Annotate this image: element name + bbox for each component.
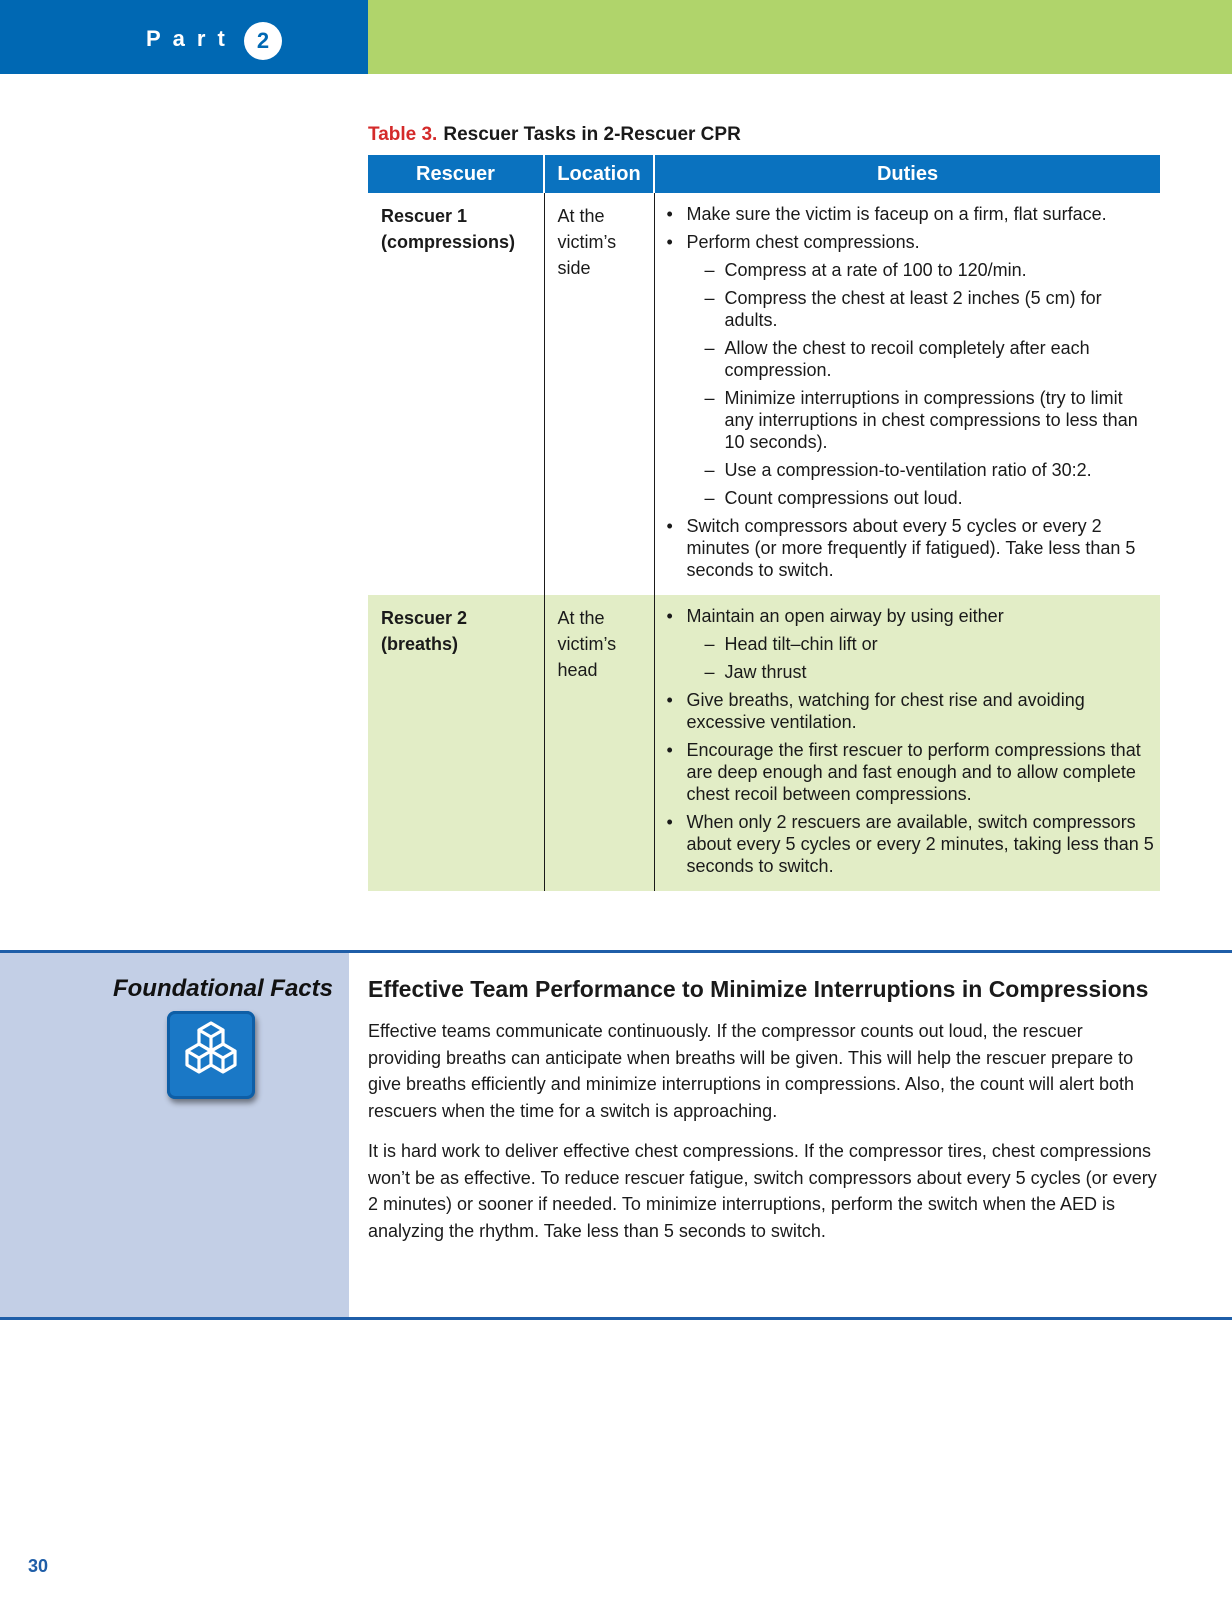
panel-bottom-rule <box>0 1317 1232 1320</box>
page-number: 30 <box>28 1556 49 1576</box>
duty-text: When only 2 rescuers are available, switch compressors about every 5 cycles or every 2 minutes, taking less than 5 seconds to switch. <box>686 812 1154 876</box>
rescuer-name: Rescuer 1 <box>381 206 468 226</box>
duty-text: Make sure the victim is faceup on a firm, flat surface. <box>686 204 1107 224</box>
section-paragraph: It is hard work to deliver effective chest compressions. If the compressor tires, chest compressions won’t be as effective. To reduce rescuer fatigue, switch compressors about every 5 cycles (or every 2 minutes) or sooner if needed. To minimize interruptions, perform the switch when the AED is analyzing the rhythm. Take less than 5 seconds to switch. <box>368 1141 1157 1241</box>
section-title: Effective Team Performance to Minimize Interruptions in Compressions <box>368 976 1149 1002</box>
foundational-facts-sidebar <box>0 953 349 1317</box>
duty-item <box>665 203 1155 225</box>
duty-text: Give breaths, watching for chest rise and avoiding excessive ventilation. <box>686 690 1085 732</box>
section-paragraph: Effective teams communicate continuously. If the compressor counts out loud, the rescuer providing breaths can anticipate when breaths will be given. This will help the rescuer prepare to give breaths efficiently and minimize interruptions in compressions. Also, the count will alert both rescuers when the time for a switch is approaching. <box>368 1021 1135 1121</box>
duty-sub-item: – Use a compression-to-ventilation ratio of 30:2. <box>687 459 1155 481</box>
table-row-rescuer-1 <box>368 193 1160 595</box>
location-line: side <box>557 258 591 278</box>
part-label: Part <box>146 26 237 51</box>
rescuer-tasks-table <box>368 155 1160 891</box>
duty-sub-item: – Count compressions out loud. <box>687 487 1155 509</box>
duties-list <box>665 203 1155 581</box>
rescuer-cell <box>368 193 544 595</box>
table-caption <box>368 124 741 146</box>
duty-sub-list <box>687 633 1155 683</box>
duty-sub-item: – Compress at a rate of 100 to 120/min. <box>687 259 1155 281</box>
location-line: At the <box>557 206 605 226</box>
duty-sub-list <box>687 259 1155 509</box>
duty-sub-item: – Head tilt–chin lift or <box>687 633 1155 655</box>
duty-item <box>665 739 1155 805</box>
foundational-facts-label: Foundational Facts <box>112 975 333 1002</box>
cubes-icon <box>167 1011 255 1099</box>
duty-item <box>665 811 1155 877</box>
column-header-duties: Duties <box>654 155 1160 193</box>
rescuer-cell <box>368 595 544 891</box>
duty-item <box>665 689 1155 733</box>
duty-text: Perform chest compressions. <box>686 232 920 252</box>
table-caption-number: Table 3. <box>368 124 438 145</box>
rescuer-role: (compressions) <box>381 232 516 252</box>
rescuer-name: Rescuer 2 <box>381 608 468 628</box>
duty-sub-item: – Jaw thrust <box>687 661 1155 683</box>
part-number-badge: 2 <box>244 22 282 60</box>
duty-sub-item: – Minimize interruptions in compressions (try to limit any interruptions in chest compressions to less than 10 seconds). <box>687 387 1155 453</box>
header-part-band <box>0 0 368 74</box>
rescuer-role: (breaths) <box>381 634 459 654</box>
column-header-location: Location <box>544 155 654 193</box>
table-row-rescuer-2 <box>368 595 1160 891</box>
duty-item <box>665 605 1155 683</box>
foundational-facts-content <box>368 975 1158 1258</box>
header-accent-band <box>368 0 1232 74</box>
location-cell <box>544 193 654 595</box>
location-line: victim’s <box>557 232 617 252</box>
duties-cell <box>654 193 1160 595</box>
duties-list <box>665 605 1155 877</box>
duty-text: Switch compressors about every 5 cycles or every 2 minutes (or more frequently if fatigued). Take less than 5 seconds to switch. <box>686 516 1136 580</box>
duties-cell <box>654 595 1160 891</box>
location-cell <box>544 595 654 891</box>
table-header-row <box>368 155 1160 193</box>
duty-sub-item: – Compress the chest at least 2 inches (5 cm) for adults. <box>687 287 1155 331</box>
duty-text: Encourage the first rescuer to perform compressions that are deep enough and fast enough and to allow complete chest recoil between compressions. <box>686 740 1141 804</box>
duty-item <box>665 231 1155 509</box>
location-line: head <box>557 660 598 680</box>
column-header-rescuer: Rescuer <box>368 155 544 193</box>
location-line: victim’s <box>557 634 617 654</box>
location-line: At the <box>557 608 605 628</box>
duty-text: Maintain an open airway by using either <box>686 606 1004 626</box>
table-caption-title: Rescuer Tasks in 2-Rescuer CPR <box>443 124 741 145</box>
duty-item <box>665 515 1155 581</box>
duty-sub-item: – Allow the chest to recoil completely after each compression. <box>687 337 1155 381</box>
